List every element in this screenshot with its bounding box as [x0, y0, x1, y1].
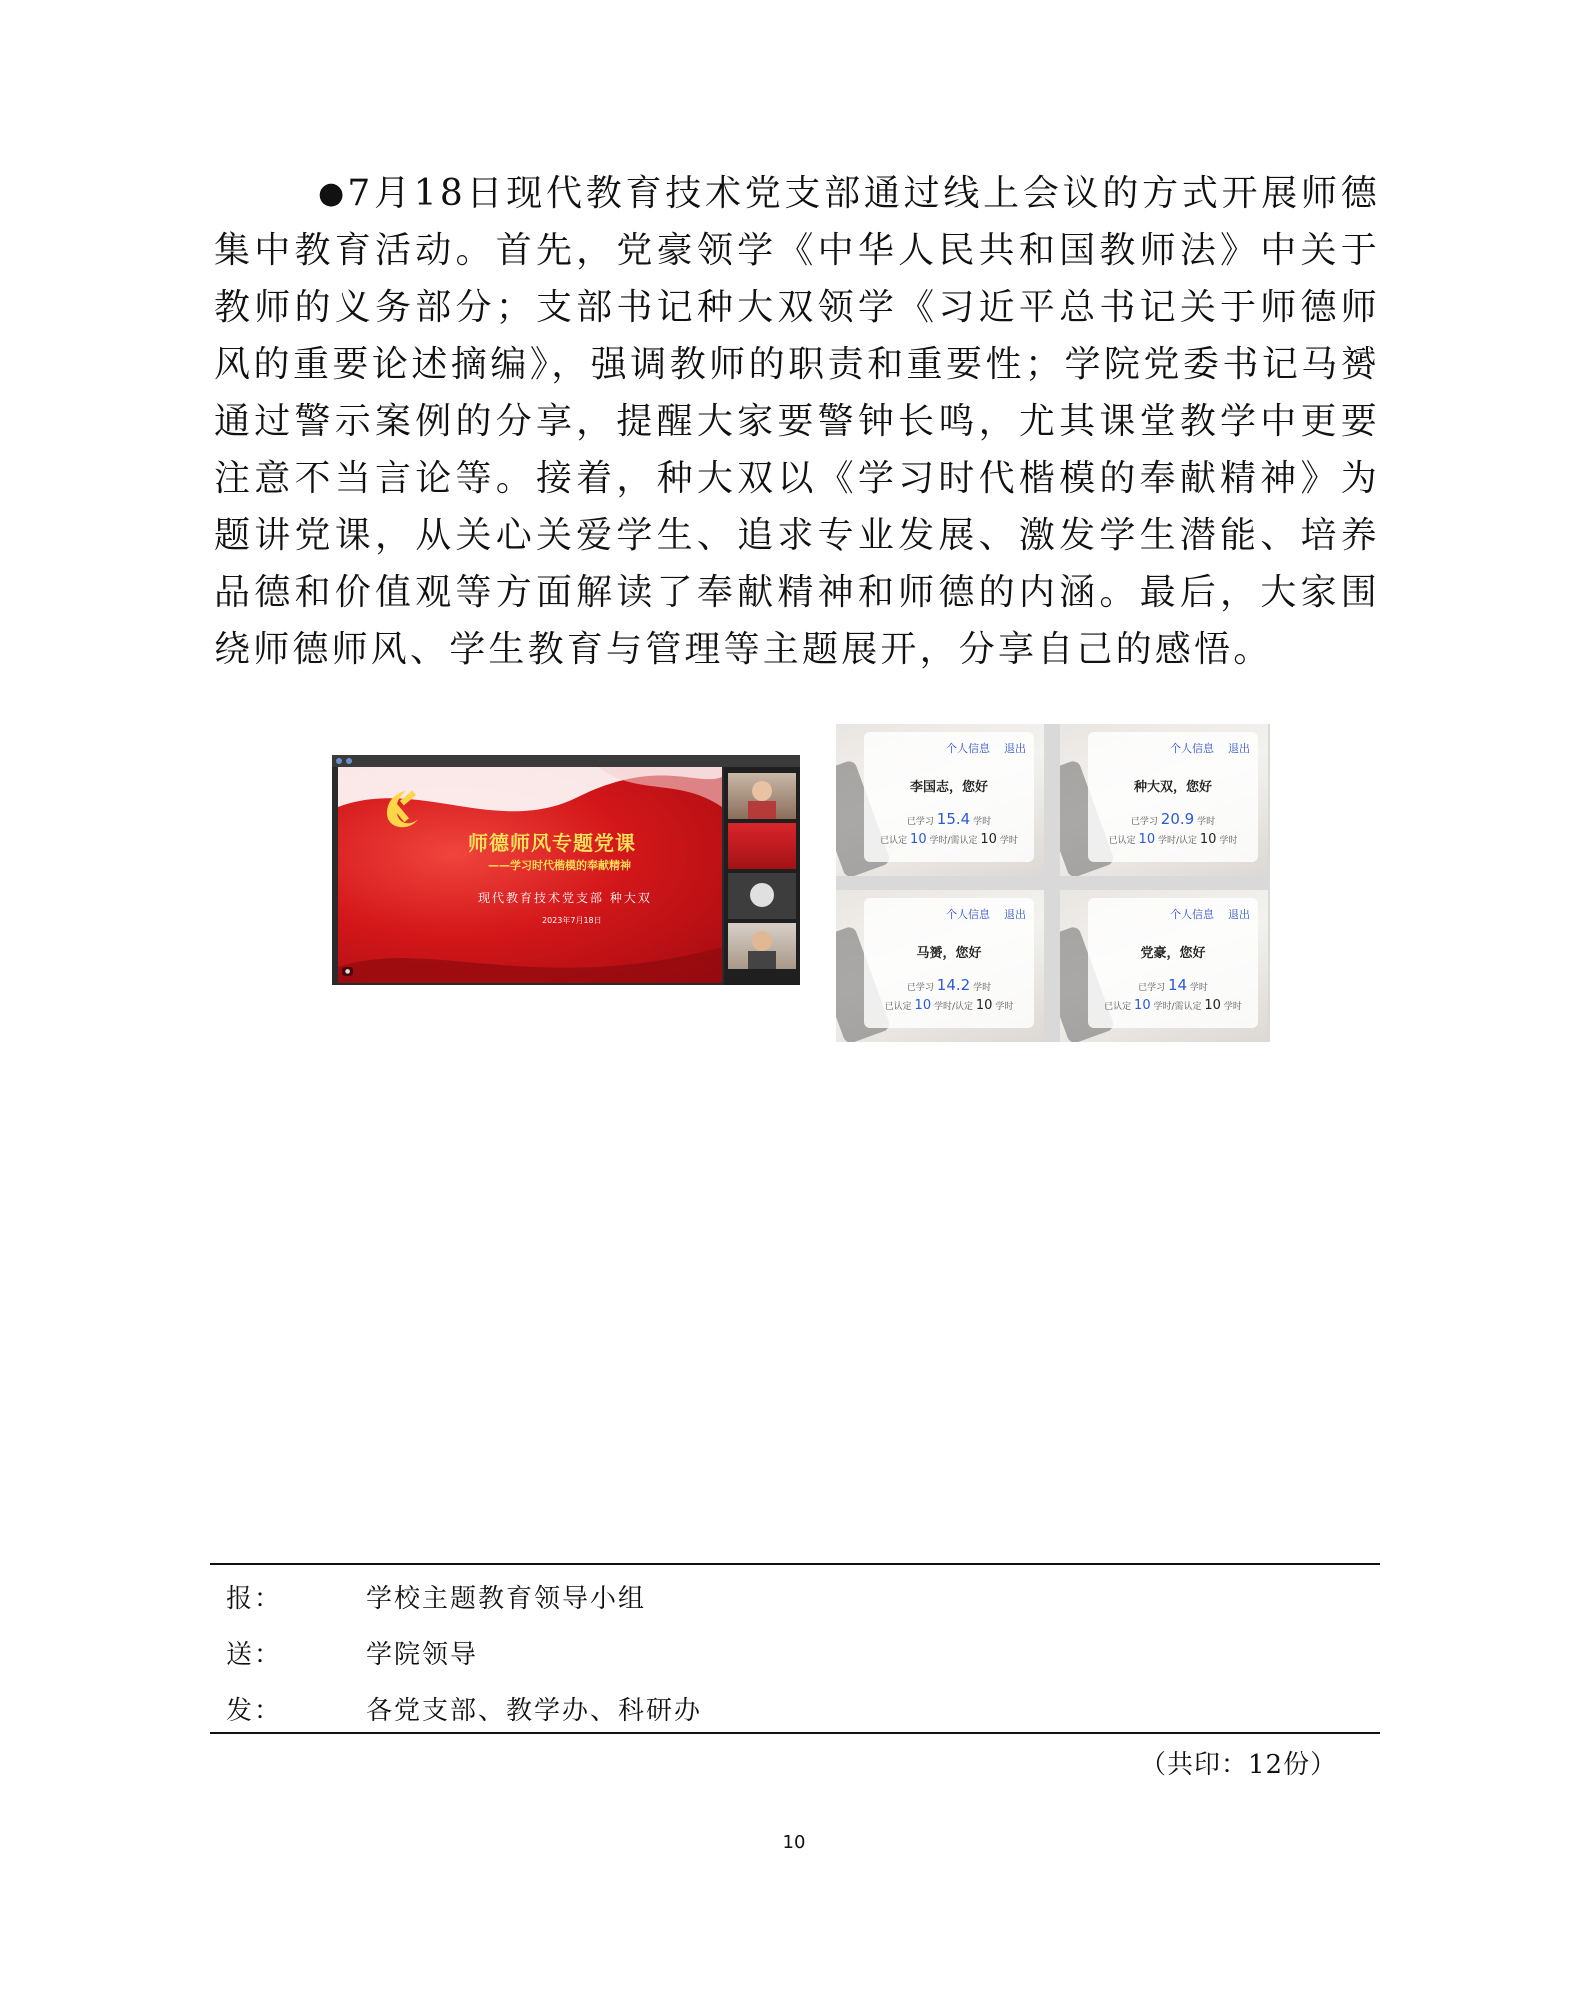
study-hours-screenshots	[836, 724, 1270, 1042]
meeting-window-bar	[332, 755, 800, 767]
article-text: 7月18日现代教育技术党支部通过线上会议的方式开展师德集中教育活动。首先，党豪领学《中华人民共和国教师法》中关于教师的义务部分；支部书记种大双领学《习近平总书记关于师德师风的重要论述摘编》，强调教师的职责和重要性；学院党委书记马赟通过警示案例的分享，提醒大家要警钟长鸣，尤其课堂教学中更要注意不当言论等。接着，种大双以《学习时代楷模的奉献精神》为题讲党课，从关心关爱学生、追求专业发展、激发学生潜能、培养品德和价值观等方面解读了奉献精神和师德的内涵。最后，大家围绕师德师风、学生教育与管理等主题展开，分享自己的感悟。	[214, 173, 1380, 670]
participant-video-tile	[728, 873, 796, 919]
distribution-issue-row	[226, 1690, 702, 1727]
slide-date: 2023年7月18日	[542, 916, 602, 925]
card-links	[1170, 740, 1250, 756]
card-panel	[1088, 898, 1258, 1028]
card-panel	[1088, 732, 1258, 862]
meeting-screenshot-photo	[332, 755, 800, 985]
card-links	[946, 906, 1026, 922]
page-number: 10	[782, 1832, 806, 1853]
logout-link[interactable]: 退出	[1004, 742, 1026, 755]
studied-hours: 已学习 14.2 学时	[906, 976, 992, 994]
person-icon	[728, 923, 796, 969]
logout-link[interactable]: 退出	[1228, 742, 1250, 755]
slide-presenter: 现代教育技术党支部 种大双	[478, 891, 652, 905]
distribution-top-rule	[210, 1563, 1380, 1565]
card-panel	[864, 898, 1034, 1028]
party-lecture-slide	[338, 767, 722, 983]
card-panel	[864, 732, 1034, 862]
participant-video-tile	[728, 773, 796, 819]
study-hours-card	[1060, 724, 1268, 876]
study-hours-card	[1060, 890, 1268, 1042]
slide-subtitle: ——学习时代楷模的奉献精神	[488, 859, 631, 872]
greeting: 种大双，您好	[1133, 780, 1212, 795]
participant-panel	[724, 767, 800, 985]
personal-info-link[interactable]: 个人信息	[1170, 908, 1214, 921]
issue-value: 各党支部、教学办、科研办	[366, 1696, 703, 1726]
participant-video-tile	[728, 823, 796, 869]
send-label: 送：	[226, 1640, 283, 1670]
certified-hours: 已认定 10 学时/需认定 10 学时	[880, 832, 1018, 847]
logout-link[interactable]: 退出	[1228, 908, 1250, 921]
greeting: 党豪，您好	[1140, 946, 1206, 961]
distribution-send-row	[226, 1634, 478, 1671]
card-links	[1170, 906, 1250, 922]
speaker-name-tag: ●	[342, 967, 353, 976]
copies-count: （共印：12份）	[1140, 1750, 1338, 1780]
greeting: 李国志，您好	[909, 780, 988, 795]
study-hours-card	[836, 890, 1044, 1042]
issue-label: 发：	[226, 1696, 283, 1726]
certified-hours: 已认定 10 学时/认定 10 学时	[884, 998, 1014, 1013]
studied-hours: 已学习 15.4 学时	[906, 810, 992, 828]
slide-title: 师德师风专题党课	[468, 831, 636, 855]
participant-video-tile	[728, 923, 796, 969]
studied-hours: 已学习 20.9 学时	[1130, 810, 1216, 828]
article-paragraph	[214, 165, 1380, 678]
window-dot-icon	[346, 758, 352, 764]
window-dot-icon	[336, 758, 342, 764]
study-hours-card	[836, 724, 1044, 876]
certified-hours: 已认定 10 学时/认定 10 学时	[1108, 832, 1238, 847]
report-value: 学校主题教育领导小组	[366, 1584, 647, 1614]
certified-hours: 已认定 10 学时/需认定 10 学时	[1104, 998, 1242, 1013]
logout-link[interactable]: 退出	[1004, 908, 1026, 921]
card-links	[946, 740, 1026, 756]
distribution-report-row	[226, 1578, 646, 1615]
avatar-icon	[728, 873, 796, 919]
greeting: 马赟，您好	[916, 946, 982, 961]
report-label: 报：	[226, 1584, 283, 1614]
person-icon	[728, 773, 796, 819]
distribution-bottom-rule	[210, 1732, 1380, 1734]
personal-info-link[interactable]: 个人信息	[1170, 742, 1214, 755]
hammer-sickle-icon	[378, 785, 426, 833]
bullet-icon: ●	[318, 176, 348, 211]
personal-info-link[interactable]: 个人信息	[946, 908, 990, 921]
studied-hours: 已学习 14 学时	[1138, 976, 1208, 994]
send-value: 学院领导	[366, 1640, 479, 1670]
personal-info-link[interactable]: 个人信息	[946, 742, 990, 755]
